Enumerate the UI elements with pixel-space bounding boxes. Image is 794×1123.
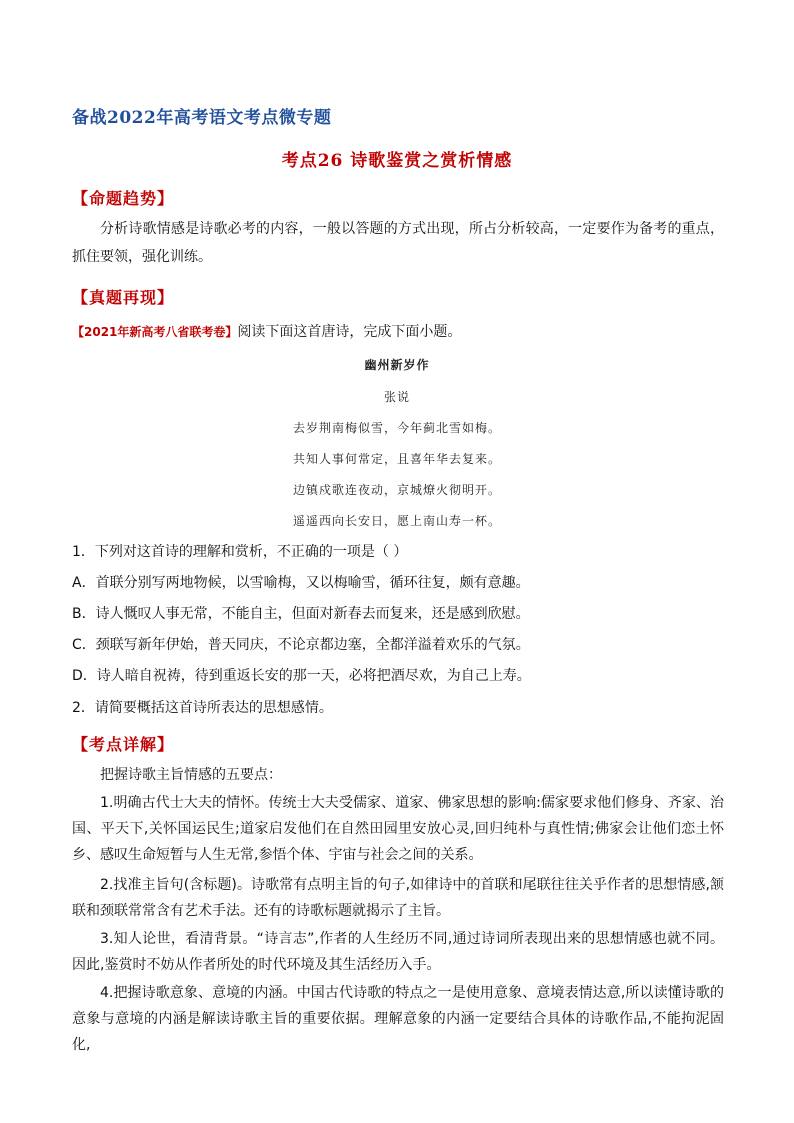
poem-line: 边镇戍歌连夜动，京城燎火彻明开。: [292, 483, 501, 497]
poem-line: 去岁荆南梅似雪，今年蓟北雪如梅。: [292, 421, 501, 435]
detail-point-3: 3.知人论世，看清背景。“诗言志”,作者的人生经历不同,通过诗词所表现出来的思想情感也就不同。因此,鉴赏时不妨从作者所处的时代环境及其生活经历入手。: [72, 931, 724, 973]
topic-title: 考点26 诗歌鉴赏之赏析情感: [281, 151, 513, 171]
option-c: C．颈联写新年伊始，普天同庆，不论京都边塞，全都洋溢着欢乐的气氛。: [72, 637, 530, 653]
detail-intro: 把握诗歌主旨情感的五要点：: [100, 767, 282, 783]
option-a: A．首联分别写两地物候，以雪喻梅，又以梅喻雪，循环往复，颇有意趣。: [72, 575, 530, 591]
option-d: D．诗人暗自祝祷，待到重返长安的那一天，必将把酒尽欢，为自己上寿。: [72, 668, 531, 684]
real-exam-heading: 【真题再现】: [72, 288, 175, 307]
exam-instruction: 阅读下面这首唐诗，完成下面小题。: [237, 324, 462, 340]
poem-line: 遥遥西向长安日，愿上南山寿一杯。: [292, 514, 501, 528]
trend-heading: 【命题趋势】: [72, 189, 175, 208]
detail-point-4: 4.把握诗歌意象、意境的内涵。中国古代诗歌的特点之一是使用意象、意境表情达意,所以读懂诗歌的意象与意境的内涵是解读诗歌主旨的重要依据。理解意象的内涵一定要结合具体的诗歌作品,不能拘泥固化,: [72, 985, 724, 1053]
question-1: 1．下列对这首诗的理解和赏析，不正确的一项是（ ）: [72, 544, 408, 560]
detail-heading: 【考点详解】: [72, 735, 175, 754]
exam-source: 【2021年新高考八省联考卷】: [72, 325, 238, 339]
poem-line: 共知人事何常定，且喜年华去复来。: [292, 452, 501, 466]
poem-title: 幽州新岁作: [364, 358, 430, 372]
detail-point-1: 1.明确古代士大夫的情怀。传统士大夫受儒家、道家、佛家思想的影响:儒家要求他们修身、齐家、治国、平天下,关怀国运民生;道家启发他们在自然田园里安放心灵,回归纯朴与真性情;佛家会让他们恋土怀乡、感叹生命短暂与人生无常,参悟个体、宇宙与社会之间的关系。: [72, 795, 724, 863]
exam-intro: [72, 322, 732, 342]
trend-text: 分析诗歌情感是诗歌必考的内容，一般以答题的方式出现，所占分析较高，一定要作为备考的重点，抓住要领，强化训练。: [72, 221, 724, 265]
poem-author: 张说: [383, 390, 410, 404]
question-2: 2．请简要概括这首诗所表达的思想感情。: [72, 700, 333, 716]
detail-point-2: 2.找准主旨句(含标题)。诗歌常有点明主旨的句子,如律诗中的首联和尾联往往关乎作者的思想情感,颔联和颈联常常含有艺术手法。还有的诗歌标题就揭示了主旨。: [72, 877, 724, 919]
option-b: B．诗人慨叹人事无常，不能自主，但面对新春去而复来，还是感到欣慰。: [72, 606, 530, 622]
series-title: 备战2022年高考语文考点微专题: [72, 108, 332, 128]
